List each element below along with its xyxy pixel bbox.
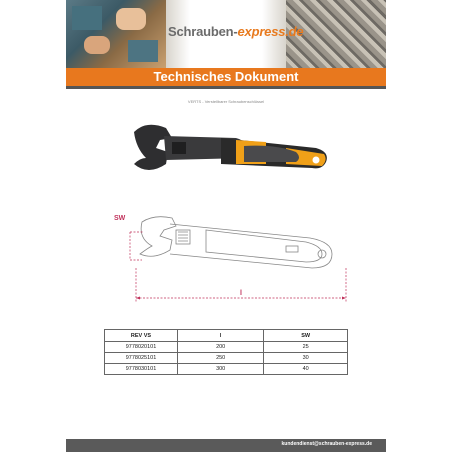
header-sw: SW [264, 330, 348, 342]
header-l: l [178, 330, 264, 342]
dimension-label-l: l [240, 290, 242, 297]
header-rev-vs: REV VS [105, 330, 178, 342]
wrench-photo [126, 118, 331, 198]
cell-length: 200 [178, 342, 264, 353]
spec-table [104, 329, 348, 375]
table-row [105, 353, 348, 364]
cell-sw: 40 [264, 364, 348, 375]
toolbox-image [72, 6, 102, 30]
table-row [105, 342, 348, 353]
table-header-row [105, 330, 348, 342]
footer-email-link[interactable]: kundendienst@schrauben-express.de [281, 441, 372, 447]
cell-article: 9778020101 [105, 342, 178, 353]
document-page [66, 0, 386, 452]
product-subtitle: VERTS - Verstellbarer Schraubenschlüssel [187, 99, 265, 104]
title-divider [66, 86, 386, 89]
cell-length: 250 [178, 353, 264, 364]
logo-text-domain: express.de [237, 24, 304, 39]
wrench-technical-drawing [110, 212, 350, 312]
document-title: Technisches Dokument [66, 68, 386, 86]
cell-sw: 30 [264, 353, 348, 364]
toolbox-image [128, 40, 158, 62]
logo-text-brand: Schrauben- [168, 24, 238, 39]
cell-sw: 25 [264, 342, 348, 353]
cell-length: 300 [178, 364, 264, 375]
hand-image [84, 36, 110, 54]
cell-article: 9778030101 [105, 364, 178, 375]
header-banner [66, 0, 386, 68]
hand-image [116, 8, 146, 30]
workshop-photo [66, 0, 166, 68]
dimension-label-sw: SW [114, 215, 126, 222]
footer-bar [66, 439, 386, 452]
cell-article: 9778025101 [105, 353, 178, 364]
table-row [105, 364, 348, 375]
company-logo[interactable] [168, 24, 303, 39]
